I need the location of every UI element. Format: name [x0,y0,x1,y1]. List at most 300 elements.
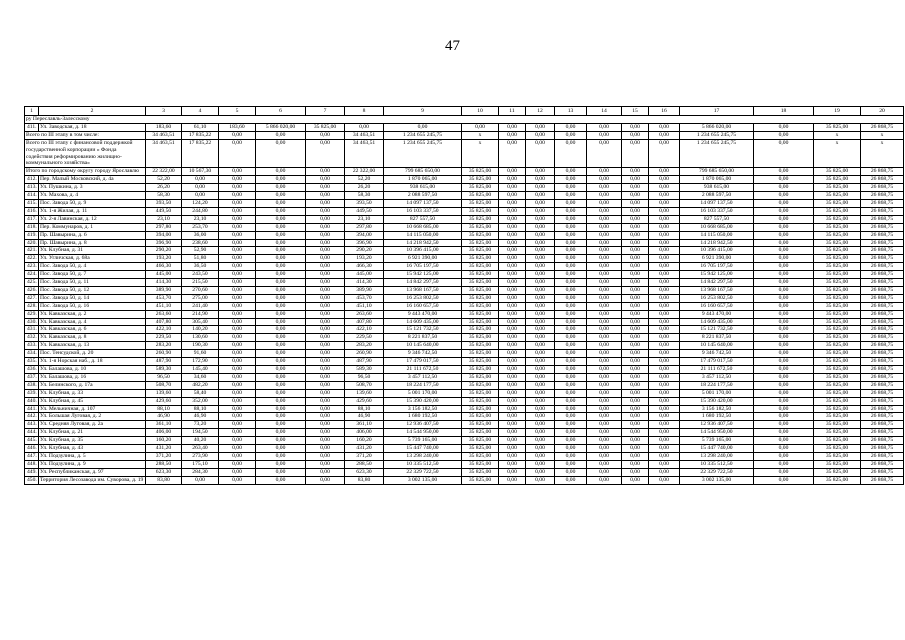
value-cell: 0,00 [622,389,649,397]
row-number: 418. [25,223,39,231]
value-cell: 140,20 [182,326,219,334]
value-cell: 35 825,00 [462,334,499,342]
value-cell: 0,00 [587,381,622,389]
value-cell: 10 396 415,00 [680,247,754,255]
value-cell: 16 103 337,50 [384,207,462,215]
value-cell: 0,00 [256,247,306,255]
value-cell: 0,00 [649,342,680,350]
row-address: Пер. Малый Московский, д. 4а [39,176,146,184]
value-cell: 0,00 [499,358,526,366]
value-cell: 35 825,00 [462,389,499,397]
value-cell: 0,00 [555,413,587,421]
value-cell: 26 868,75 [861,255,904,263]
value-cell: 260,90 [345,350,384,358]
value-cell: 96,50 [146,373,182,381]
value-cell: 3 457 112,50 [384,373,462,381]
value-cell: 0,00 [622,207,649,215]
value-cell: 449,50 [146,207,182,215]
value-cell: 0,00 [649,358,680,366]
value-cell: 0,00 [587,131,622,139]
value-cell: 0,00 [622,223,649,231]
value-cell: 0,00 [622,255,649,263]
table-row [25,255,904,263]
value-cell: 0,00 [587,326,622,334]
value-cell: 0,00 [526,139,555,168]
value-cell: 0,00 [306,199,345,207]
value-cell: 361,10 [146,421,182,429]
value-cell: 0,00 [587,429,622,437]
value-cell: 0,00 [306,358,345,366]
value-cell: 0,00 [219,334,256,342]
value-cell: 14 842 297,50 [384,279,462,287]
row-number: 411. [25,123,39,131]
value-cell: 35 825,00 [462,373,499,381]
value-cell: 35 825,00 [462,421,499,429]
value-cell: 0,00 [256,286,306,294]
value-cell: 244,80 [182,207,219,215]
value-cell: 0,00 [649,405,680,413]
value-cell: 0,00 [754,131,814,139]
value-cell: 0,00 [587,334,622,342]
row-address: Ул. Кавказская, д. 13 [39,342,146,350]
value-cell: 36,50 [182,263,219,271]
value-cell: 35 825,00 [462,413,499,421]
value-cell: 0,00 [622,271,649,279]
row-address: Пос. Завода 50, д. 11 [39,279,146,287]
value-cell: 0,00 [256,334,306,342]
value-cell: 0,00 [622,350,649,358]
value-cell: 0,00 [587,421,622,429]
value-cell: 35 825,00 [462,184,499,192]
value-cell: 0,00 [587,192,622,200]
value-cell: 160,20 [146,437,182,445]
value-cell: 8 221 837,50 [384,334,462,342]
value-cell: 0,00 [306,413,345,421]
value-cell: 35 825,00 [462,468,499,476]
value-cell: 26,20 [345,184,384,192]
row-address: Пр. Шавырина, д. 6 [39,231,146,239]
value-cell: 0,00 [555,334,587,342]
value-cell: 9 346 742,50 [680,350,754,358]
value-cell: 0,00 [499,445,526,453]
value-cell: 0,00 [649,389,680,397]
value-cell: 0,00 [219,452,256,460]
value-cell: 0,00 [306,247,345,255]
value-cell: 0,00 [499,326,526,334]
row-address: Ул. Клубная, д. 43 [39,445,146,453]
value-cell: 58,30 [345,192,384,200]
value-cell: 0,00 [555,139,587,168]
value-cell: 482,20 [182,381,219,389]
value-cell: 0,00 [219,184,256,192]
row-address: Ул. Кавказская, д. 4 [39,318,146,326]
value-cell: 0,00 [587,318,622,326]
value-cell: 35 825,00 [462,381,499,389]
column-number-header: 1 [25,107,39,116]
value-cell: 0,00 [555,405,587,413]
value-cell: 0,00 [306,373,345,381]
value-cell: 0,00 [256,310,306,318]
value-cell: 270,60 [182,286,219,294]
value-cell: 0,00 [622,263,649,271]
value-cell: 15 942 125,00 [384,271,462,279]
value-cell: 16 253 802,50 [384,294,462,302]
value-cell: 0,00 [526,294,555,302]
value-cell: 352,00 [182,397,219,405]
value-cell: 0,00 [754,310,814,318]
value-cell: 26 868,75 [861,176,904,184]
value-cell: 26 868,75 [861,239,904,247]
table-row [25,263,904,271]
table-row [25,231,904,239]
value-cell: 0,00 [256,255,306,263]
value-cell: 229,50 [345,334,384,342]
row-number: 433. [25,342,39,350]
value-cell: 0,00 [306,342,345,350]
value-cell: 35 825,00 [814,279,861,287]
value-cell: 26 868,75 [861,168,904,176]
row-address: Ул. Белинского, д. 17а [39,381,146,389]
value-cell: 35 825,00 [462,326,499,334]
column-number-header: 14 [587,107,622,116]
value-cell: 13 968 167,50 [384,286,462,294]
value-cell: 0,00 [526,460,555,468]
section-title-row [25,116,904,124]
value-cell: 238,60 [182,239,219,247]
row-number: 449. [25,468,39,476]
value-cell: 389,90 [146,286,182,294]
value-cell: 35 825,00 [814,334,861,342]
value-cell: 0,00 [649,326,680,334]
value-cell: 827 557,50 [680,215,754,223]
value-cell: 35 825,00 [462,271,499,279]
value-cell: 26,20 [146,184,182,192]
value-cell: 0,00 [587,247,622,255]
value-cell: 0,00 [555,279,587,287]
value-cell: 16 160 657,50 [384,302,462,310]
value-cell: 0,00 [587,460,622,468]
value-cell: 0,00 [649,231,680,239]
value-cell: 35 825,00 [462,350,499,358]
value-cell: 0,00 [219,207,256,215]
value-cell: 0,00 [256,192,306,200]
value-cell: 0,00 [526,350,555,358]
value-cell: 35 825,00 [462,168,499,176]
value-cell: 0,00 [219,279,256,287]
value-cell: 10 668 685,00 [384,223,462,231]
value-cell: 0,00 [499,429,526,437]
value-cell: 0,00 [306,168,345,176]
value-cell: 0,00 [587,389,622,397]
value-cell: 26 868,75 [861,413,904,421]
value-cell: 0,00 [754,405,814,413]
value-cell: 0,00 [306,381,345,389]
value-cell: 0,00 [649,302,680,310]
value-cell: 0,00 [526,123,555,131]
value-cell: 0,00 [649,286,680,294]
value-cell: 0,00 [754,302,814,310]
value-cell: 0,00 [649,123,680,131]
value-cell: 0,00 [649,255,680,263]
value-cell: 26 868,75 [861,350,904,358]
value-cell: 0,00 [526,215,555,223]
value-cell: 34 463,51 [146,131,182,139]
row-address: Ул. Кавказская, д. 6 [39,326,146,334]
value-cell: 26 868,75 [861,437,904,445]
value-cell: 35 825,00 [462,199,499,207]
row-address: Ул. Махова, д. 4 [39,192,146,200]
value-cell: 0,00 [649,350,680,358]
value-cell: х [462,139,499,168]
value-cell: 0,00 [256,358,306,366]
table-row [25,429,904,437]
value-cell: 83,80 [345,476,384,484]
value-cell: 35 825,00 [462,437,499,445]
value-cell: 0,00 [587,207,622,215]
value-cell: 26 868,75 [861,476,904,484]
value-cell: 445,00 [146,271,182,279]
value-cell: 0,00 [219,192,256,200]
column-number-header: 19 [814,107,861,116]
value-cell: 0,00 [256,468,306,476]
value-cell: 139,60 [146,389,182,397]
value-cell: 393,50 [345,199,384,207]
value-cell: 0,00 [555,215,587,223]
value-cell: 3 156 182,50 [680,405,754,413]
value-cell: 0,00 [587,405,622,413]
value-cell: 35 825,00 [814,366,861,374]
row-address: Пер. Коммунаров, д. 1 [39,223,146,231]
value-cell: 0,00 [526,366,555,374]
value-cell: 23,10 [146,215,182,223]
value-cell: 406,00 [146,429,182,437]
value-cell: 0,00 [587,350,622,358]
value-cell: 1 680 192,50 [384,413,462,421]
value-cell: 429,60 [345,397,384,405]
value-cell: 0,00 [622,421,649,429]
value-cell: 0,00 [649,199,680,207]
value-cell: 35 825,00 [814,192,861,200]
table-row [25,413,904,421]
value-cell: 0,00 [219,468,256,476]
column-number-header: 4 [182,107,219,116]
value-cell: 0,00 [526,318,555,326]
value-cell: 275,00 [182,294,219,302]
value-cell: 0,00 [526,231,555,239]
value-cell: 0,00 [526,413,555,421]
value-cell: 0,00 [526,271,555,279]
row-number: 426. [25,286,39,294]
table-row [25,358,904,366]
value-cell: 10 145 640,00 [680,342,754,350]
column-number-header: 11 [499,107,526,116]
value-cell: 0,00 [649,139,680,168]
row-number: 442. [25,413,39,421]
value-cell: 0,00 [256,421,306,429]
value-cell: 0,00 [587,176,622,184]
row-number: 429. [25,310,39,318]
value-cell: 183,60 [146,123,182,131]
row-address: Ул. Подзулина, д. 9 [39,460,146,468]
value-cell: 0,00 [306,294,345,302]
value-cell: 23,10 [182,215,219,223]
value-cell: 0,00 [526,184,555,192]
value-cell: 0,00 [649,452,680,460]
value-cell: 0,00 [499,168,526,176]
value-cell: 263,60 [345,310,384,318]
value-cell: 0,00 [649,207,680,215]
value-cell: 361,10 [345,421,384,429]
value-cell: 0,00 [587,255,622,263]
value-cell: 35 825,00 [814,358,861,366]
value-cell: 194,50 [182,429,219,437]
value-cell: 0,00 [306,223,345,231]
row-number: 443. [25,421,39,429]
column-number-header: 2 [39,107,146,116]
value-cell: 241,40 [182,302,219,310]
value-cell: 35 825,00 [462,429,499,437]
value-cell: 12 936 407,50 [384,421,462,429]
value-cell: 13 968 167,50 [680,286,754,294]
value-cell: 0,00 [754,279,814,287]
value-cell: 0,00 [499,373,526,381]
value-cell: 263,60 [146,310,182,318]
value-cell: 290,20 [146,247,182,255]
row-number: 444. [25,429,39,437]
value-cell: 18 224 177,50 [680,381,754,389]
value-cell: 1 234 655 245,75 [680,139,754,168]
value-cell: 0,00 [499,223,526,231]
value-cell: 623,30 [345,468,384,476]
value-cell: 35 825,00 [462,215,499,223]
row-number: 414. [25,192,39,200]
value-cell: 0,00 [622,247,649,255]
value-cell: 0,00 [499,452,526,460]
value-cell: 0,00 [555,223,587,231]
value-cell: 88,10 [146,405,182,413]
value-cell: 0,00 [555,476,587,484]
value-cell: 0,00 [587,139,622,168]
value-cell: 88,10 [182,405,219,413]
value-cell: 0,00 [622,358,649,366]
value-cell: 0,00 [754,231,814,239]
value-cell: 10 668 685,00 [680,223,754,231]
value-cell: 0,00 [587,239,622,247]
value-cell: 0,00 [256,452,306,460]
value-cell: 445,00 [345,271,384,279]
row-address: Ул. Кавказская, д. 2 [39,310,146,318]
value-cell: 0,00 [622,373,649,381]
value-cell: 26 868,75 [861,231,904,239]
value-cell: 0,00 [555,429,587,437]
value-cell: 263,40 [182,445,219,453]
value-cell: 0,00 [587,184,622,192]
value-cell: 0,00 [622,215,649,223]
value-cell: 0,00 [256,437,306,445]
value-cell: 0,00 [555,239,587,247]
value-cell: 0,00 [587,366,622,374]
value-cell: 35 825,00 [814,215,861,223]
value-cell: 0,00 [555,199,587,207]
value-cell: 0,00 [622,326,649,334]
value-cell: 0,00 [754,397,814,405]
value-cell: 96,50 [345,373,384,381]
value-cell: х [462,131,499,139]
value-cell: 35 825,00 [462,460,499,468]
row-number: 436. [25,366,39,374]
value-cell: 0,00 [306,176,345,184]
row-address: Ул. Республиканская, д. 97 [39,468,146,476]
value-cell: 22 329 722,50 [384,468,462,476]
value-cell: 0,00 [219,318,256,326]
value-cell: 0,00 [256,389,306,397]
value-cell: 35 825,00 [814,271,861,279]
value-cell: 22 322,00 [345,168,384,176]
value-cell: 0,00 [555,397,587,405]
value-cell: 15 390 420,00 [680,397,754,405]
value-cell: 0,00 [219,302,256,310]
value-cell: 0,00 [499,192,526,200]
value-cell: 0,00 [182,476,219,484]
value-cell: 34 463,51 [345,139,384,168]
table-row [25,192,904,200]
value-cell: 0,00 [306,139,345,168]
value-cell: 14 609 435,00 [680,318,754,326]
value-cell: 9 443 470,00 [384,310,462,318]
value-cell: 0,00 [754,350,814,358]
value-cell: 0,00 [182,176,219,184]
value-cell: 15 390 420,00 [384,397,462,405]
row-number: 420. [25,239,39,247]
value-cell: 26 868,75 [861,271,904,279]
value-cell: 290,20 [345,247,384,255]
value-cell: 0,00 [754,247,814,255]
value-cell: 0,00 [256,373,306,381]
table-row [25,445,904,453]
value-cell: 0,00 [526,429,555,437]
value-cell: 1 234 655 245,75 [384,131,462,139]
value-cell: 35 825,00 [814,223,861,231]
value-cell: 0,00 [649,184,680,192]
value-cell: 0,00 [499,231,526,239]
value-cell: 35 825,00 [462,342,499,350]
value-cell: 0,00 [499,334,526,342]
value-cell: 35 825,00 [814,429,861,437]
value-cell: 0,00 [306,405,345,413]
column-number-header: 18 [754,107,814,116]
value-cell: 451,10 [146,302,182,310]
value-cell: 0,00 [622,366,649,374]
table-row [25,131,904,139]
value-cell: 35 825,00 [814,123,861,131]
value-cell: 46,90 [146,413,182,421]
value-cell: 2 088 597,50 [384,192,462,200]
value-cell: 0,00 [219,286,256,294]
value-cell: 0,00 [219,358,256,366]
value-cell: 396,90 [146,239,182,247]
value-cell: 26 868,75 [861,373,904,381]
value-cell: 17 835,22 [182,139,219,168]
value-cell: 0,00 [754,452,814,460]
value-cell: 35 825,00 [814,445,861,453]
value-cell: 1 870 065,00 [680,176,754,184]
value-cell: 0,00 [555,286,587,294]
value-cell: 214,90 [182,310,219,318]
value-cell: 0,00 [526,131,555,139]
value-cell: 393,50 [146,199,182,207]
value-cell: 35 825,00 [462,452,499,460]
value-cell: 14 097 137,50 [384,199,462,207]
